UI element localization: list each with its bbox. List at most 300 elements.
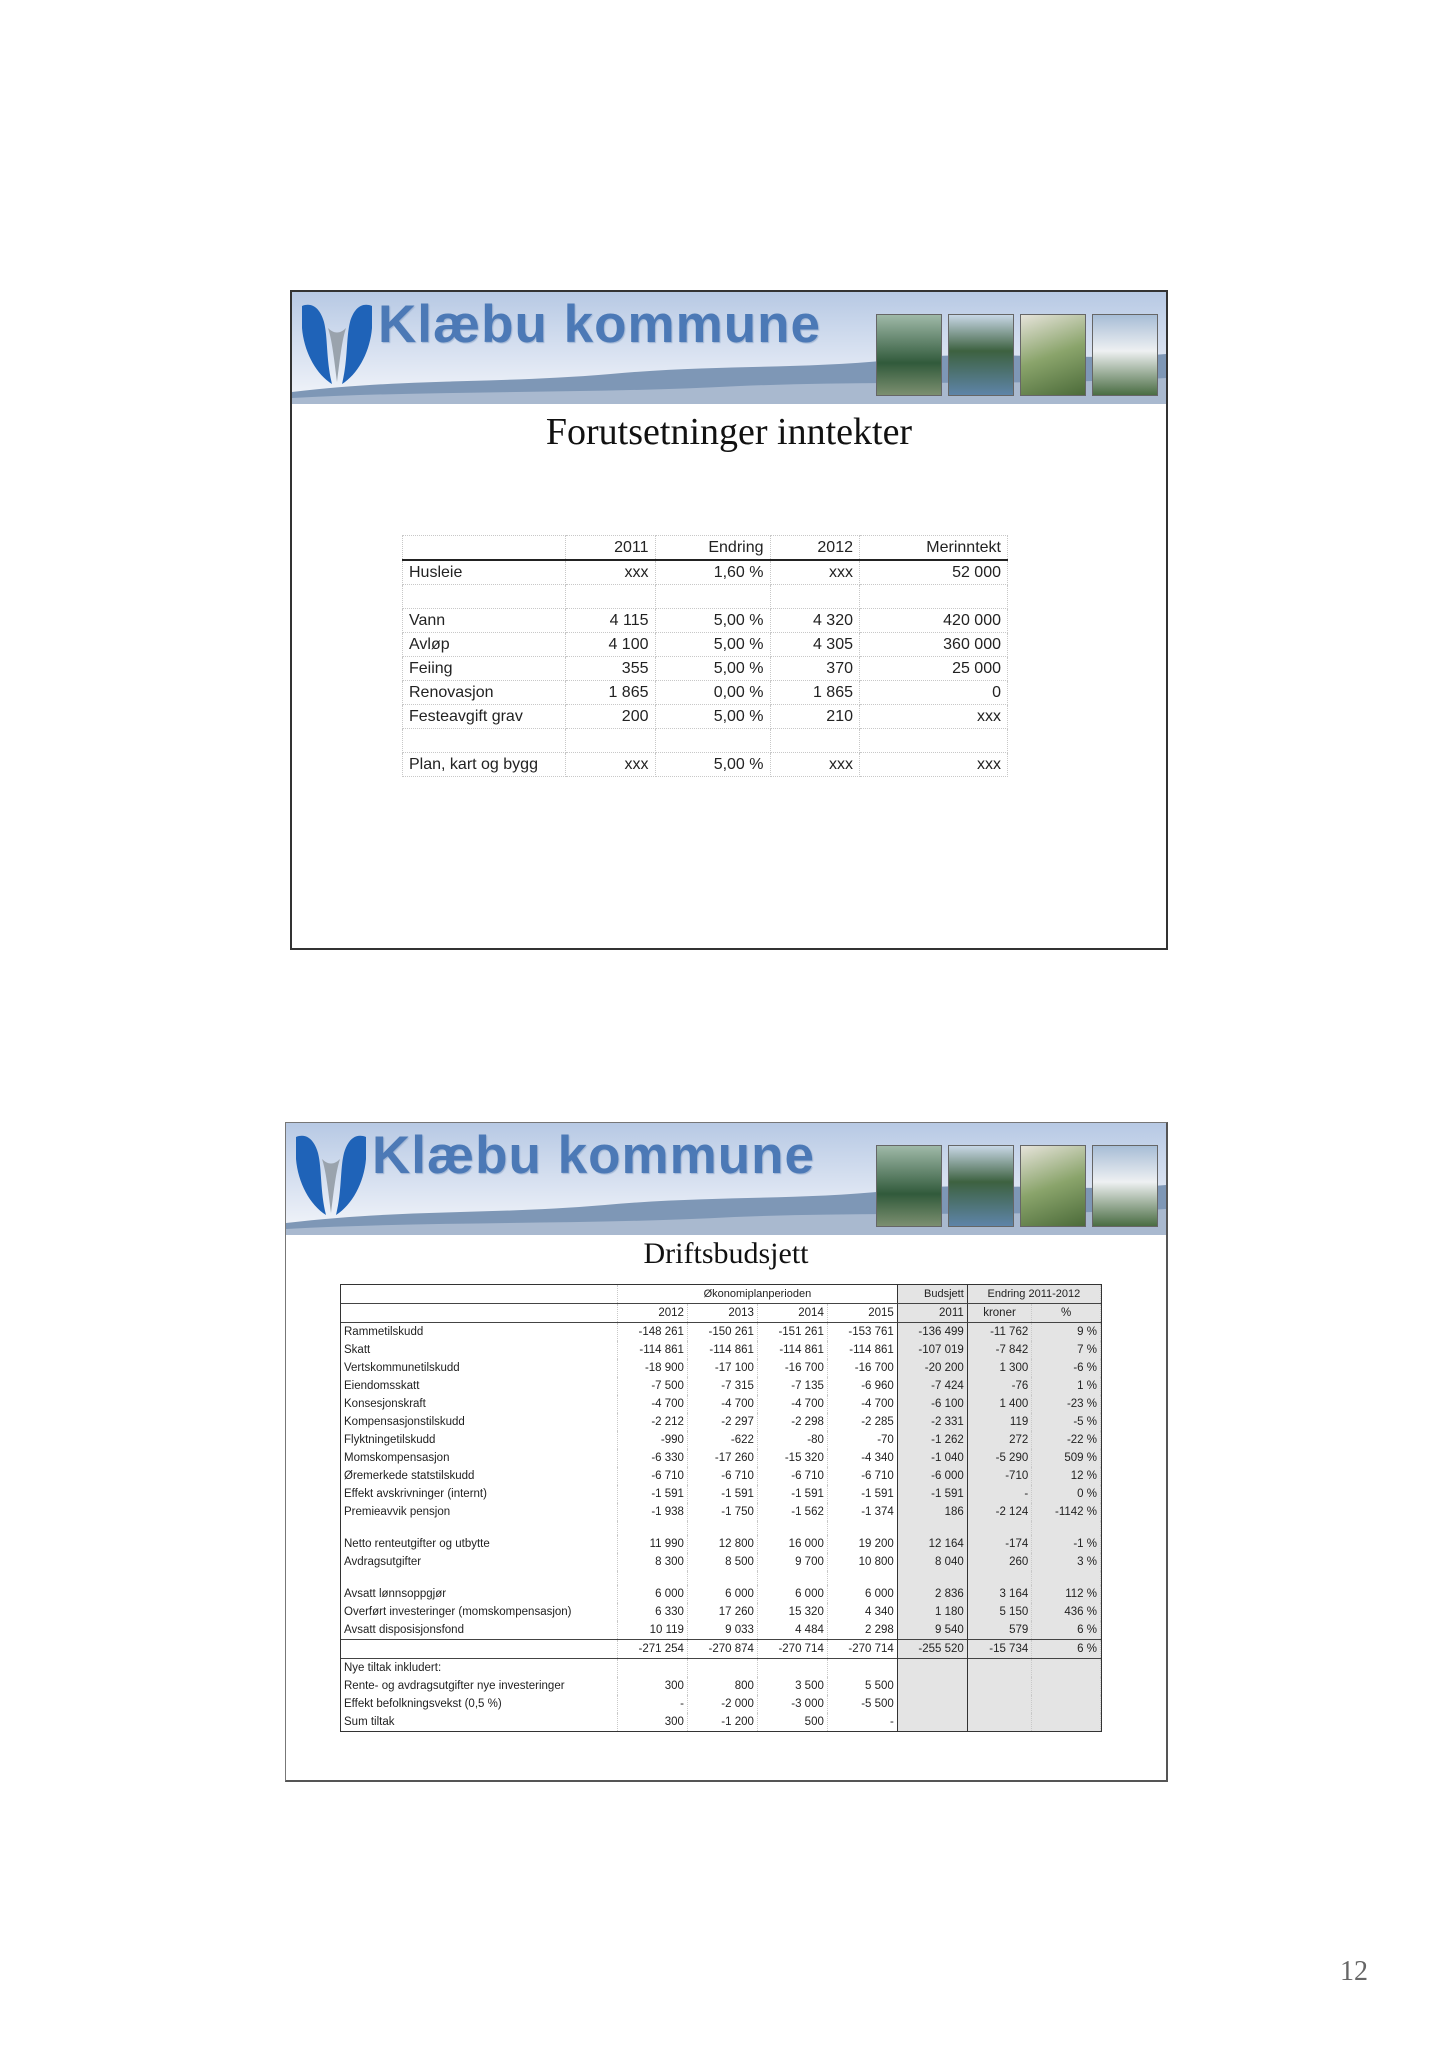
table-row xyxy=(341,1341,1101,1359)
group-header-row xyxy=(341,1285,1101,1304)
table-cell: -990 xyxy=(618,1431,688,1449)
row-label: Avløp xyxy=(403,633,566,657)
table-row xyxy=(403,753,1008,777)
table-cell: 800 xyxy=(687,1677,757,1695)
klaebu-coat-of-arms-icon xyxy=(292,1129,370,1221)
endring-header: Endring 2011-2012 xyxy=(967,1285,1100,1304)
table-cell xyxy=(687,1659,757,1678)
driftsbudsjett-table xyxy=(340,1284,1102,1732)
table-cell xyxy=(897,1659,967,1678)
table-cell: -6 710 xyxy=(687,1467,757,1485)
table-cell: -1142 % xyxy=(1032,1503,1101,1521)
table-cell: -17 260 xyxy=(687,1449,757,1467)
table-cell xyxy=(655,585,770,609)
table-cell: 300 xyxy=(618,1713,688,1731)
table-cell: -4 340 xyxy=(827,1449,897,1467)
row-label: Avdragsutgifter xyxy=(341,1553,618,1571)
row-label: Vann xyxy=(403,609,566,633)
table-cell: -16 700 xyxy=(757,1359,827,1377)
table-cell: -80 xyxy=(757,1431,827,1449)
table-row xyxy=(341,1359,1101,1377)
header-cell xyxy=(403,536,566,561)
table-cell: 5,00 % xyxy=(655,609,770,633)
table-cell: 1 % xyxy=(1032,1377,1101,1395)
table-cell: -153 761 xyxy=(827,1323,897,1342)
table-cell: -2 000 xyxy=(687,1695,757,1713)
table-cell: 119 xyxy=(967,1413,1031,1431)
table-cell: -270 714 xyxy=(757,1640,827,1659)
table-cell xyxy=(770,585,860,609)
table-cell: 10 119 xyxy=(618,1621,688,1640)
table-cell: 360 000 xyxy=(860,633,1008,657)
row-label xyxy=(341,1521,618,1535)
page-number: 12 xyxy=(1340,1956,1368,1987)
row-label: Øremerkede statstilskudd xyxy=(341,1467,618,1485)
header-cell: 2015 xyxy=(827,1304,897,1323)
row-label: Overført investeringer (momskompensasjon) xyxy=(341,1603,618,1621)
table-cell: 5,00 % xyxy=(655,657,770,681)
table-cell: -7 135 xyxy=(757,1377,827,1395)
table-cell: -6 330 xyxy=(618,1449,688,1467)
table-cell: 9 700 xyxy=(757,1553,827,1571)
table-row xyxy=(341,1323,1101,1342)
table-cell: 4 115 xyxy=(566,609,656,633)
table-cell: 579 xyxy=(967,1621,1031,1640)
table-cell xyxy=(1032,1659,1101,1678)
table-cell: 6 000 xyxy=(618,1585,688,1603)
table-row xyxy=(341,1503,1101,1521)
table-cell xyxy=(827,1521,897,1535)
header-cell xyxy=(341,1285,618,1304)
row-label: Momskompensasjon xyxy=(341,1449,618,1467)
table-cell: 4 305 xyxy=(770,633,860,657)
row-label xyxy=(341,1640,618,1659)
church-photo xyxy=(1092,1145,1158,1227)
header-cell: 2011 xyxy=(897,1304,967,1323)
table-cell: 10 800 xyxy=(827,1553,897,1571)
table-cell: 6 000 xyxy=(687,1585,757,1603)
table-cell: -1 040 xyxy=(897,1449,967,1467)
table-cell: 9 540 xyxy=(897,1621,967,1640)
table-cell xyxy=(618,1659,688,1678)
table-cell xyxy=(860,729,1008,753)
header-cell: 2013 xyxy=(687,1304,757,1323)
table-cell: 436 % xyxy=(1032,1603,1101,1621)
table-cell: 1,60 % xyxy=(655,560,770,585)
table-cell: 15 320 xyxy=(757,1603,827,1621)
table-row xyxy=(341,1677,1101,1695)
table-row xyxy=(341,1467,1101,1485)
table-cell xyxy=(687,1521,757,1535)
landscape-photo xyxy=(876,1145,942,1227)
header-cell: 2012 xyxy=(618,1304,688,1323)
table-cell: -76 xyxy=(967,1377,1031,1395)
table-cell: xxx xyxy=(566,560,656,585)
table-cell: -710 xyxy=(967,1467,1031,1485)
row-label: Feiing xyxy=(403,657,566,681)
budget-rows xyxy=(341,1323,1101,1732)
table-cell: 5,00 % xyxy=(655,705,770,729)
table-cell: -114 861 xyxy=(618,1341,688,1359)
table-cell: 260 xyxy=(967,1553,1031,1571)
table-cell: xxx xyxy=(860,753,1008,777)
row-label: Rammetilskudd xyxy=(341,1323,618,1342)
table-cell: -114 861 xyxy=(687,1341,757,1359)
table-cell: -1 % xyxy=(1032,1535,1101,1553)
table-cell: -1 562 xyxy=(757,1503,827,1521)
table-row xyxy=(341,1485,1101,1503)
table-cell: -18 900 xyxy=(618,1359,688,1377)
table-cell: -2 124 xyxy=(967,1503,1031,1521)
row-label: Rente- og avdragsutgifter nye investeringer xyxy=(341,1677,618,1695)
table-row xyxy=(341,1535,1101,1553)
table-cell xyxy=(1032,1677,1101,1695)
slide-title: Forutsetninger inntekter xyxy=(545,411,913,453)
header-cell: kroner xyxy=(967,1304,1031,1323)
table-cell: 1 865 xyxy=(566,681,656,705)
table-cell: -2 285 xyxy=(827,1413,897,1431)
table-cell: -15 734 xyxy=(967,1640,1031,1659)
table-cell: -6 % xyxy=(1032,1359,1101,1377)
table-row xyxy=(341,1713,1101,1731)
row-label: Sum tiltak xyxy=(341,1713,618,1731)
table-cell xyxy=(897,1521,967,1535)
table-cell: -4 700 xyxy=(757,1395,827,1413)
table-cell: -7 842 xyxy=(967,1341,1031,1359)
table-cell xyxy=(655,729,770,753)
table-cell xyxy=(897,1571,967,1585)
brand-name: Klæbu kommune xyxy=(372,1126,815,1185)
table-cell xyxy=(1032,1521,1101,1535)
table-cell: -6 100 xyxy=(897,1395,967,1413)
table-cell: -2 212 xyxy=(618,1413,688,1431)
table-cell xyxy=(967,1695,1031,1713)
table-cell: 500 xyxy=(757,1713,827,1731)
table-cell xyxy=(860,585,1008,609)
table-row xyxy=(403,609,1008,633)
header-cell xyxy=(341,1304,618,1323)
row-label: Nye tiltak inkludert: xyxy=(341,1659,618,1678)
table-cell: 9 % xyxy=(1032,1323,1101,1342)
table-cell xyxy=(757,1521,827,1535)
header-cell: % xyxy=(1032,1304,1101,1323)
table-row xyxy=(403,585,1008,609)
row-label: Husleie xyxy=(403,560,566,585)
row-label: Eiendomsskatt xyxy=(341,1377,618,1395)
lake-photo xyxy=(948,1145,1014,1227)
table-cell xyxy=(757,1571,827,1585)
table-cell: -114 861 xyxy=(757,1341,827,1359)
table-header-row xyxy=(403,536,1008,561)
table-cell: 6 000 xyxy=(827,1585,897,1603)
table-cell xyxy=(566,585,656,609)
table-cell: -11 762 xyxy=(967,1323,1031,1342)
photo-strip xyxy=(874,1145,1164,1227)
table-cell: 200 xyxy=(566,705,656,729)
table-cell: -2 331 xyxy=(897,1413,967,1431)
row-label: Effekt befolkningsvekst (0,5 %) xyxy=(341,1695,618,1713)
table-cell: 0 % xyxy=(1032,1485,1101,1503)
table-cell: 9 033 xyxy=(687,1621,757,1640)
table-cell: -1 591 xyxy=(687,1485,757,1503)
table-cell: 19 200 xyxy=(827,1535,897,1553)
row-label: Renovasjon xyxy=(403,681,566,705)
table-cell: 112 % xyxy=(1032,1585,1101,1603)
row-label xyxy=(341,1571,618,1585)
table-cell xyxy=(770,729,860,753)
row-label: Skatt xyxy=(341,1341,618,1359)
table-cell: 355 xyxy=(566,657,656,681)
table-cell: 8 500 xyxy=(687,1553,757,1571)
table-cell: 2 298 xyxy=(827,1621,897,1640)
header-cell: 2014 xyxy=(757,1304,827,1323)
table-row xyxy=(403,633,1008,657)
table-cell: xxx xyxy=(566,753,656,777)
table-cell: 12 % xyxy=(1032,1467,1101,1485)
table-cell: 11 990 xyxy=(618,1535,688,1553)
table-cell xyxy=(618,1571,688,1585)
table-row xyxy=(341,1395,1101,1413)
table-cell: 8 300 xyxy=(618,1553,688,1571)
table-row xyxy=(403,560,1008,585)
table-cell: -107 019 xyxy=(897,1341,967,1359)
table-cell: 6 % xyxy=(1032,1640,1101,1659)
table-cell: -150 261 xyxy=(687,1323,757,1342)
budget-grid xyxy=(341,1285,1101,1731)
table-cell xyxy=(566,729,656,753)
table-cell: 6 000 xyxy=(757,1585,827,1603)
flower-photo xyxy=(1020,1145,1086,1227)
table-cell: 1 400 xyxy=(967,1395,1031,1413)
table-cell: 4 320 xyxy=(770,609,860,633)
table-cell xyxy=(1032,1571,1101,1585)
table-cell: -1 262 xyxy=(897,1431,967,1449)
table-cell xyxy=(1032,1695,1101,1713)
table-row xyxy=(341,1413,1101,1431)
table-cell: -70 xyxy=(827,1431,897,1449)
table-row xyxy=(341,1431,1101,1449)
photo-strip xyxy=(874,314,1164,396)
row-label: Avsatt lønnsoppgjør xyxy=(341,1585,618,1603)
flower-photo xyxy=(1020,314,1086,396)
table-cell: - xyxy=(827,1713,897,1731)
year-header-row xyxy=(341,1304,1101,1323)
table-cell: 6 330 xyxy=(618,1603,688,1621)
header-cell: Merinntekt xyxy=(860,536,1008,561)
table-cell: -16 700 xyxy=(827,1359,897,1377)
table-cell: 25 000 xyxy=(860,657,1008,681)
budsjett-header: Budsjett xyxy=(897,1285,967,1304)
table-row xyxy=(341,1553,1101,1571)
klaebu-coat-of-arms-icon xyxy=(298,298,376,390)
landscape-photo xyxy=(876,314,942,396)
table-cell xyxy=(897,1713,967,1731)
table-cell xyxy=(1032,1713,1101,1731)
table-cell: 17 260 xyxy=(687,1603,757,1621)
table-cell: 12 164 xyxy=(897,1535,967,1553)
header-cell: Endring xyxy=(655,536,770,561)
table-row xyxy=(341,1621,1101,1640)
table-cell: -5 % xyxy=(1032,1413,1101,1431)
table-cell: 5 150 xyxy=(967,1603,1031,1621)
row-label: Konsesjonskraft xyxy=(341,1395,618,1413)
table-cell: 4 484 xyxy=(757,1621,827,1640)
table-cell xyxy=(757,1659,827,1678)
table-cell xyxy=(967,1677,1031,1695)
table-cell: 3 500 xyxy=(757,1677,827,1695)
okonomiplan-header: Økonomiplanperioden xyxy=(618,1285,898,1304)
table-cell: -4 700 xyxy=(687,1395,757,1413)
table-cell: 5,00 % xyxy=(655,753,770,777)
table-cell: -4 700 xyxy=(618,1395,688,1413)
brand-name: Klæbu kommune xyxy=(378,295,821,354)
table-cell: -148 261 xyxy=(618,1323,688,1342)
table-cell: -6 710 xyxy=(618,1467,688,1485)
header-cell: 2011 xyxy=(566,536,656,561)
table-row xyxy=(403,729,1008,753)
row-label: Vertskommunetilskudd xyxy=(341,1359,618,1377)
table-cell: 1 865 xyxy=(770,681,860,705)
table-row xyxy=(403,657,1008,681)
table-row xyxy=(341,1449,1101,1467)
row-label: Festeavgift grav xyxy=(403,705,566,729)
table-cell: 300 xyxy=(618,1677,688,1695)
table-cell: -15 320 xyxy=(757,1449,827,1467)
inntekter-table xyxy=(402,535,1008,777)
table-cell: -1 591 xyxy=(897,1485,967,1503)
table-cell: -4 700 xyxy=(827,1395,897,1413)
table-cell: -1 750 xyxy=(687,1503,757,1521)
table-cell: 0,00 % xyxy=(655,681,770,705)
table-cell xyxy=(827,1659,897,1678)
slide-title: Driftsbudsjett xyxy=(643,1237,809,1270)
table-cell: -6 710 xyxy=(757,1467,827,1485)
table-cell: -270 874 xyxy=(687,1640,757,1659)
table-cell xyxy=(897,1677,967,1695)
table-cell: xxx xyxy=(770,753,860,777)
table-cell: -174 xyxy=(967,1535,1031,1553)
table-cell: -1 591 xyxy=(757,1485,827,1503)
table-cell: -20 200 xyxy=(897,1359,967,1377)
table-cell: -1 938 xyxy=(618,1503,688,1521)
table-cell: -114 861 xyxy=(827,1341,897,1359)
lake-photo xyxy=(948,314,1014,396)
table-cell: 186 xyxy=(897,1503,967,1521)
table-cell: -1 374 xyxy=(827,1503,897,1521)
table-cell: 8 040 xyxy=(897,1553,967,1571)
row-label xyxy=(403,729,566,753)
table-cell xyxy=(897,1695,967,1713)
table-cell: 2 836 xyxy=(897,1585,967,1603)
row-label: Plan, kart og bygg xyxy=(403,753,566,777)
table-cell: - xyxy=(618,1695,688,1713)
row-label: Avsatt disposisjonsfond xyxy=(341,1621,618,1640)
table-cell: 3 164 xyxy=(967,1585,1031,1603)
table-cell xyxy=(967,1659,1031,1678)
table-cell: -1 591 xyxy=(618,1485,688,1503)
table-cell: -2 297 xyxy=(687,1413,757,1431)
table-row xyxy=(403,705,1008,729)
table-cell: 509 % xyxy=(1032,1449,1101,1467)
table-cell: 3 % xyxy=(1032,1553,1101,1571)
table-row xyxy=(341,1585,1101,1603)
row-label: Netto renteutgifter og utbytte xyxy=(341,1535,618,1553)
table-row xyxy=(341,1603,1101,1621)
table-cell: 7 % xyxy=(1032,1341,1101,1359)
table-cell: -271 254 xyxy=(618,1640,688,1659)
church-photo xyxy=(1092,314,1158,396)
table-cell: xxx xyxy=(770,560,860,585)
table-cell: 272 xyxy=(967,1431,1031,1449)
table-cell: 52 000 xyxy=(860,560,1008,585)
table-cell: -6 960 xyxy=(827,1377,897,1395)
table-cell xyxy=(967,1521,1031,1535)
row-label: Effekt avskrivninger (internt) xyxy=(341,1485,618,1503)
table-cell: -151 261 xyxy=(757,1323,827,1342)
table-cell: -6 000 xyxy=(897,1467,967,1485)
table-cell: 1 180 xyxy=(897,1603,967,1621)
table-cell: -7 315 xyxy=(687,1377,757,1395)
table-row xyxy=(341,1571,1101,1585)
table-row xyxy=(341,1640,1101,1659)
table-cell: -3 000 xyxy=(757,1695,827,1713)
table-cell: -5 500 xyxy=(827,1695,897,1713)
table-cell: -7 500 xyxy=(618,1377,688,1395)
banner xyxy=(292,292,1166,404)
table-cell: 4 340 xyxy=(827,1603,897,1621)
banner xyxy=(286,1123,1166,1235)
table-cell xyxy=(967,1713,1031,1731)
table-cell: -6 710 xyxy=(827,1467,897,1485)
table-cell: 16 000 xyxy=(757,1535,827,1553)
header-cell: 2012 xyxy=(770,536,860,561)
table-cell: -270 714 xyxy=(827,1640,897,1659)
row-label: Flyktningetilskudd xyxy=(341,1431,618,1449)
table-cell: -22 % xyxy=(1032,1431,1101,1449)
table-cell: -622 xyxy=(687,1431,757,1449)
table-cell xyxy=(687,1571,757,1585)
table-cell: -136 499 xyxy=(897,1323,967,1342)
table-cell xyxy=(967,1571,1031,1585)
table-cell: 0 xyxy=(860,681,1008,705)
table-cell: 1 300 xyxy=(967,1359,1031,1377)
table-cell: -1 591 xyxy=(827,1485,897,1503)
table-row xyxy=(341,1659,1101,1678)
table-cell: 12 800 xyxy=(687,1535,757,1553)
table-cell: - xyxy=(967,1485,1031,1503)
table-cell: 4 100 xyxy=(566,633,656,657)
table-cell: 5 500 xyxy=(827,1677,897,1695)
table-cell: 420 000 xyxy=(860,609,1008,633)
table-cell: 6 % xyxy=(1032,1621,1101,1640)
table-cell: 5,00 % xyxy=(655,633,770,657)
table-cell: 370 xyxy=(770,657,860,681)
row-label: Kompensasjonstilskudd xyxy=(341,1413,618,1431)
table-row xyxy=(341,1521,1101,1535)
table-cell: -255 520 xyxy=(897,1640,967,1659)
table-cell: 210 xyxy=(770,705,860,729)
table-cell: -5 290 xyxy=(967,1449,1031,1467)
table-row xyxy=(341,1377,1101,1395)
table-cell: -7 424 xyxy=(897,1377,967,1395)
table-cell xyxy=(827,1571,897,1585)
table-row xyxy=(341,1695,1101,1713)
row-label xyxy=(403,585,566,609)
table-cell xyxy=(618,1521,688,1535)
table-cell: -23 % xyxy=(1032,1395,1101,1413)
table-cell: -1 200 xyxy=(687,1713,757,1731)
table-cell: xxx xyxy=(860,705,1008,729)
